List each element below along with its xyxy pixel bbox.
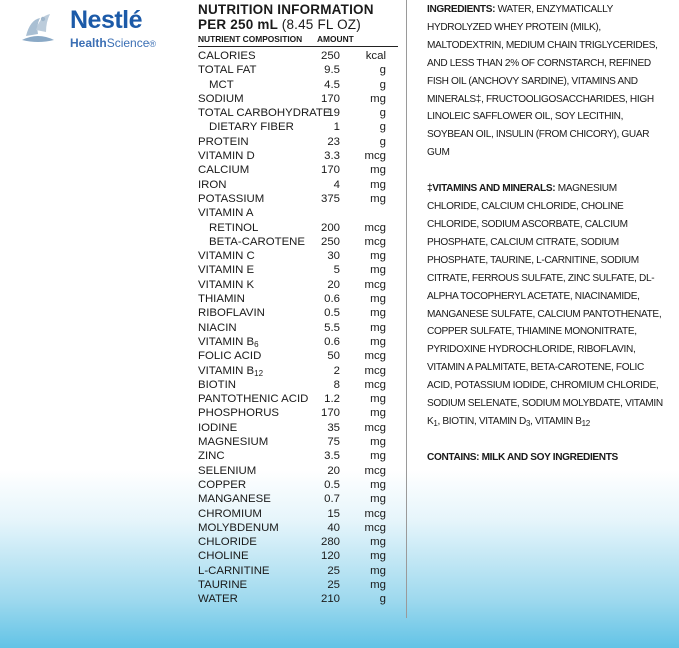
nutrient-amount: 0.7 (324, 493, 340, 506)
nutrient-unit: mg (370, 264, 386, 277)
nutrient-row (198, 178, 398, 192)
brand-subtitle: HealthScience® (70, 36, 157, 50)
nutrient-name: IODINE (198, 421, 238, 434)
nutrient-amount: 0.6 (324, 293, 340, 306)
nutrient-row (198, 464, 398, 478)
nutrient-row (198, 206, 398, 220)
nutrient-unit: mg (370, 436, 386, 449)
nutrient-amount: 5 (333, 264, 340, 277)
nutrient-name: MANGANESE (198, 493, 271, 506)
nutrient-row (198, 406, 398, 420)
nutrient-amount: 210 (320, 593, 340, 606)
nutrient-row (198, 521, 398, 535)
nestle-health-science-logo (18, 6, 178, 52)
ingredients-paragraph: INGREDIENTS: WATER, ENZYMATICALLY HYDROLYZED WHEY PROTEIN (MILK), MALTODEXTRIN, MEDIUM CHAIN TRIGLYCERIDES, AND LESS THAN 2% OF CORNSTARCH, REFINED FISH OIL (ANCHOVY SARDINE), VITAMINS AND MINERALS‡, FRUCTOOLIGOSACCHARIDES, HIGH LINOLEIC SAFFLOWER OIL, SOY LECITHIN, SOYBEAN OIL, INSULIN (FROM CHICORY), GUAR GUM (427, 4, 658, 159)
nutrient-amount: 40 (327, 521, 340, 534)
nutrient-amount: 170 (320, 92, 340, 105)
nutrient-amount: 250 (320, 50, 340, 62)
nutrient-name: POTASSIUM (198, 192, 265, 205)
nutrient-amount: 120 (320, 550, 340, 563)
nutrient-unit: g (379, 121, 386, 134)
nutrient-amount: 170 (320, 164, 340, 177)
nutrient-row (198, 549, 398, 563)
nutrient-row (198, 492, 398, 506)
nutrient-name: VITAMIN D (198, 150, 255, 163)
nutrient-name: TAURINE (198, 578, 248, 591)
nutrient-amount: 15 (327, 507, 340, 520)
nutrient-unit: mcg (364, 150, 386, 163)
nutrient-amount: 20 (327, 464, 340, 477)
nutrient-row (198, 364, 398, 378)
nutrient-unit: mg (370, 293, 386, 306)
nutrient-unit: mg (370, 393, 386, 406)
nutrient-name: THIAMIN (198, 293, 245, 306)
nutrient-row (198, 449, 398, 463)
nutrition-column-headers (198, 33, 398, 47)
nutrient-unit: mcg (364, 507, 386, 520)
nutrition-rows (198, 49, 398, 607)
nutrient-row (198, 478, 398, 492)
nutrient-amount: 280 (320, 536, 340, 549)
nutrient-amount: 25 (327, 564, 340, 577)
nutrient-row (198, 349, 398, 363)
nutrient-amount: 25 (327, 578, 340, 591)
nutrient-unit: mg (370, 478, 386, 491)
nutrient-row (198, 535, 398, 549)
nutrient-row (198, 49, 398, 63)
nutrient-unit: mg (370, 250, 386, 263)
nutrient-name: CHOLINE (198, 550, 249, 563)
nutrient-name: CHLORIDE (198, 536, 257, 549)
nutrient-unit: mcg (364, 278, 386, 291)
nutrient-name: IRON (198, 178, 227, 191)
nutrient-amount: 50 (327, 350, 340, 363)
nutrient-row (198, 78, 398, 92)
nutrient-name: VITAMIN $B_{12}$ (198, 364, 264, 378)
nutrient-unit: mcg (364, 221, 386, 234)
nutrient-amount: 375 (320, 192, 340, 205)
nutrient-unit: mg (370, 92, 386, 105)
nutrient-amount: 23 (327, 135, 340, 148)
nutrient-name: TOTAL CARBOHYDRATE (198, 107, 331, 120)
nutrient-name: DIETARY FIBER (209, 121, 294, 134)
allergen-statement: CONTAINS: MILK AND SOY INGREDIENTS (427, 451, 618, 463)
nutrient-name: PHOSPHORUS (198, 407, 280, 420)
nutrient-unit: g (379, 78, 386, 91)
column-divider (406, 0, 407, 618)
nutrient-unit: mg (370, 578, 386, 591)
nutrient-amount: 75 (327, 436, 340, 449)
nutrient-column-header: NUTRIENT COMPOSITION (198, 34, 303, 44)
amount-column-header: AMOUNT (317, 34, 354, 44)
nutrient-name: PANTOTHENIC ACID (198, 393, 309, 406)
nutrient-amount: 8 (333, 378, 340, 391)
nutrient-amount: 200 (320, 221, 340, 234)
nutrient-unit: mcg (364, 235, 386, 248)
nutrient-row (198, 120, 398, 134)
nutrient-name: FOLIC ACID (198, 350, 262, 363)
nutrient-row (198, 192, 398, 206)
nutrient-unit: mg (370, 321, 386, 334)
nutrient-amount: 3.5 (324, 450, 340, 463)
nutrient-name: VITAMIN A (198, 207, 254, 220)
nutrient-row (198, 578, 398, 592)
nutrient-amount: 2 (333, 364, 340, 377)
nutrient-name: CHROMIUM (198, 507, 262, 520)
nutrient-row (198, 92, 398, 106)
nutrient-name: RETINOL (209, 221, 259, 234)
nutrient-unit: mcg (364, 350, 386, 363)
nutrient-unit: mg (370, 307, 386, 320)
nutrient-row (198, 263, 398, 277)
nutrient-name: BETA-CAROTENE (209, 235, 305, 248)
nutrient-amount: 4.5 (324, 78, 340, 91)
nutrient-row (198, 221, 398, 235)
nutrient-amount: 35 (327, 421, 340, 434)
nutrient-amount: 19 (327, 107, 340, 120)
nutrient-row (198, 321, 398, 335)
nutrient-amount: 0.6 (324, 335, 340, 348)
nutrient-row (198, 63, 398, 77)
nutrient-unit: mcg (364, 421, 386, 434)
nutrient-row (198, 592, 398, 606)
nutrient-name: L-CARNITINE (198, 564, 270, 577)
nutrient-amount: 9.5 (324, 64, 340, 77)
nutrient-name: RIBOFLAVIN (198, 307, 265, 320)
nutrient-name: TOTAL FAT (198, 64, 257, 77)
nutrient-amount: 5.5 (324, 321, 340, 334)
nutrient-row (198, 378, 398, 392)
nutrient-amount: 20 (327, 278, 340, 291)
nutrient-name: BIOTIN (198, 378, 236, 391)
nutrient-unit: g (379, 135, 386, 148)
nutrient-unit: mg (370, 178, 386, 191)
nutrient-row (198, 564, 398, 578)
nutrient-unit: mg (370, 550, 386, 563)
bird-nest-logo-icon (18, 10, 58, 44)
nutrient-unit: mg (370, 536, 386, 549)
nutrient-row (198, 149, 398, 163)
nutrient-unit: g (379, 593, 386, 606)
nutrient-unit: mg (370, 450, 386, 463)
nutrient-unit: mg (370, 493, 386, 506)
nutrient-name: ZINC (198, 450, 225, 463)
nutrition-panel (198, 2, 398, 607)
nutrient-amount: 1 (333, 121, 340, 134)
nutrient-amount: 4 (333, 178, 340, 191)
nutrient-unit: mcg (364, 521, 386, 534)
nutrient-row (198, 278, 398, 292)
nutrient-amount: 170 (320, 407, 340, 420)
nutrient-row (198, 292, 398, 306)
nutrient-row (198, 306, 398, 320)
nutrient-amount: 1.2 (324, 393, 340, 406)
nutrient-row (198, 135, 398, 149)
nutrient-name: VITAMIN C (198, 250, 255, 263)
nutrient-row (198, 392, 398, 406)
nutrient-name: NIACIN (198, 321, 237, 334)
nutrient-name: CALCIUM (198, 164, 250, 177)
nutrient-row (198, 163, 398, 177)
nutrient-name: VITAMIN K (198, 278, 255, 291)
nutrient-name: SELENIUM (198, 464, 257, 477)
nutrient-name: COPPER (198, 478, 247, 491)
nutrition-title: NUTRITION INFORMATION PER 250 mL (8.45 FL OZ) (198, 2, 374, 32)
ingredients-panel (427, 1, 663, 467)
vitamins-minerals-paragraph: ‡VITAMINS AND MINERALS: MAGNESIUM CHLORIDE, CALCIUM CHLORIDE, CHOLINE CHLORIDE, SODIUM ASCORBATE, CALCIUM PHOSPHATE, CALCIUM CITRATE, SODIUM PHOSPHATE, TAURINE, L-CARNITINE, SODIUM CITRATE, FERROUS SULFATE, ZINC SULFATE, DL-ALPHA TOCOPHERYL ACETATE, NIACINAMIDE, MANGANESE SULFATE, CALCIUM PANTOTHENATE, COPPER SULFATE, THIAMINE MONONITRATE, PYRIDOXINE HYDROCHLORIDE, RIBOFLAVIN, VITAMIN A PALMITATE, BETA-CAROTENE, FOLIC ACID, POTASSIUM IODIDE, CHROMIUM CHLORIDE, SODIUM SELENATE, SODIUM MOLYBDATE, VITAMIN $K_1$, BIOTIN, VITAMIN $D_3$, VITAMIN $B_{12}$ (427, 183, 663, 428)
nutrient-amount: 30 (327, 250, 340, 263)
nutrient-row (198, 435, 398, 449)
nutrient-name: MCT (209, 78, 234, 91)
nutrient-unit: mg (370, 164, 386, 177)
nutrient-name: SODIUM (198, 92, 244, 105)
nutrient-name: MAGNESIUM (198, 436, 269, 449)
nutrient-amount: 0.5 (324, 307, 340, 320)
nutrient-unit: mg (370, 564, 386, 577)
nutrient-row (198, 335, 398, 349)
nutrient-unit: mcg (364, 378, 386, 391)
brand-name: Nestlé (70, 6, 143, 34)
nutrient-amount: 0.5 (324, 478, 340, 491)
nutrient-amount: 3.3 (324, 150, 340, 163)
nutrient-name: VITAMIN $B_6$ (198, 335, 259, 349)
nutrient-name: WATER (198, 593, 238, 606)
nutrient-row (198, 235, 398, 249)
nutrient-name: MOLYBDENUM (198, 521, 279, 534)
nutrient-unit: mg (370, 407, 386, 420)
nutrient-row (198, 249, 398, 263)
nutrient-row (198, 106, 398, 120)
nutrient-unit: mcg (364, 364, 386, 377)
nutrient-unit: mg (370, 335, 386, 348)
nutrient-unit: mcg (364, 464, 386, 477)
nutrient-unit: g (379, 64, 386, 77)
nutrient-row (198, 507, 398, 521)
nutrient-name: VITAMIN E (198, 264, 255, 277)
nutrient-name: CALORIES (198, 50, 256, 62)
nutrient-name: PROTEIN (198, 135, 249, 148)
nutrient-row (198, 421, 398, 435)
nutrient-amount: 250 (320, 235, 340, 248)
nutrient-unit: kcal (365, 50, 386, 62)
nutrient-unit: g (379, 107, 386, 120)
nutrient-unit: mg (370, 192, 386, 205)
